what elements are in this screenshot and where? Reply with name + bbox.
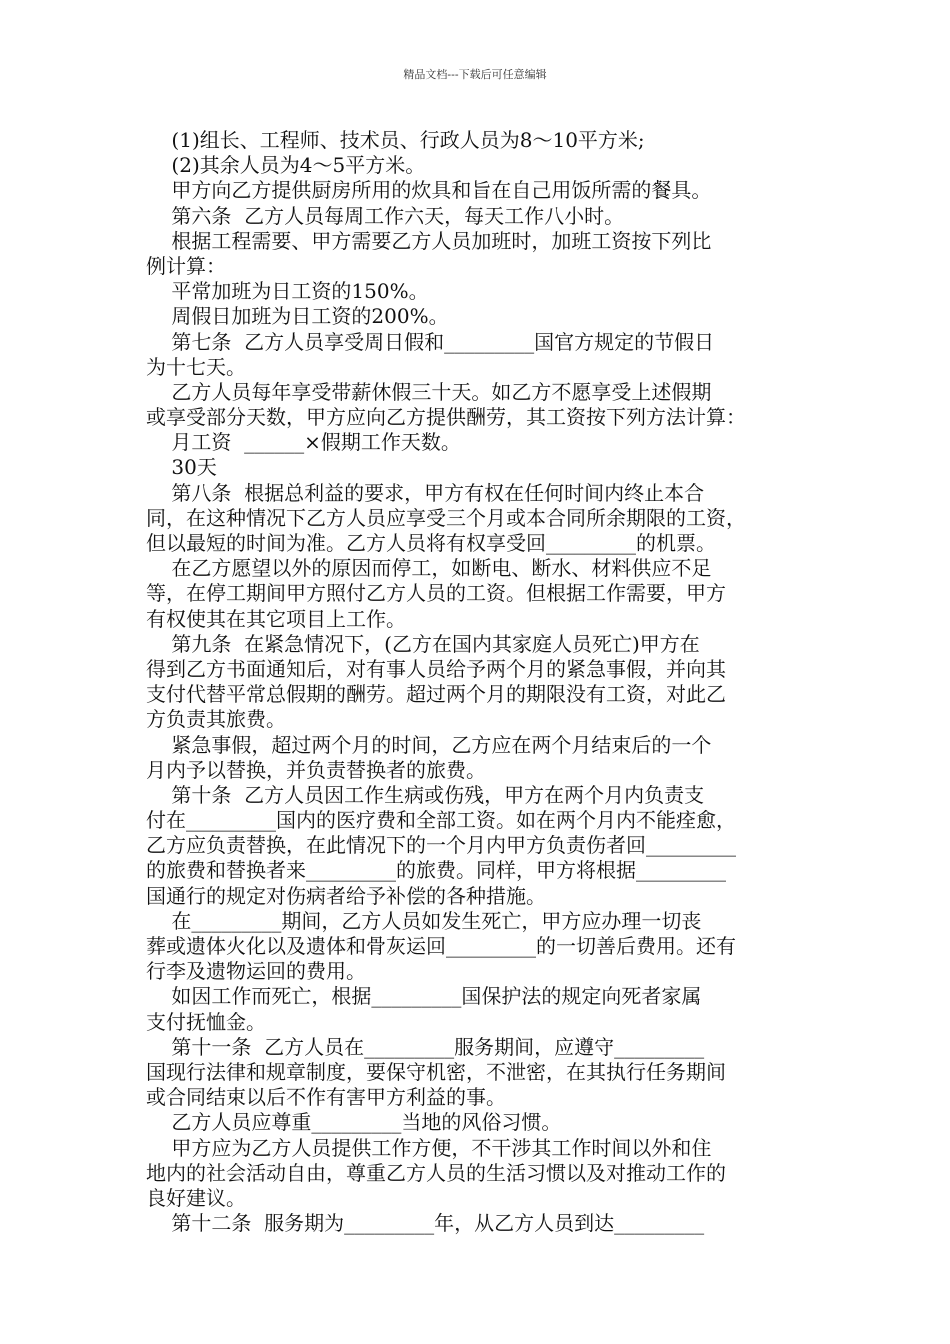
text-line: 第六条 乙方人员每周工作六天，每天工作八小时。 xyxy=(146,203,625,228)
text-line: 紧急事假，超过两个月的时间，乙方应在两个月结束后的一个 xyxy=(146,732,712,757)
text-line: 有权使其在其它项目上工作。 xyxy=(146,606,406,631)
text-line: 乙方应负责替换，在此情况下的一个月内甲方负责伤者回_________ xyxy=(146,833,736,858)
text-line: 30天 xyxy=(146,455,217,480)
text-line: 第九条 在紧急情况下，(乙方在国内其家庭人员死亡)甲方在 xyxy=(146,631,700,656)
text-line: 第十一条 乙方人员在_________服务期间，应遵守_________ xyxy=(146,1034,705,1059)
text-line: 例计算： xyxy=(146,253,226,278)
text-line: 第十条 乙方人员因工作生病或伤残，甲方在两个月内负责支 xyxy=(146,782,705,807)
text-line: 国通行的规定对伤病者给予补偿的各种措施。 xyxy=(146,883,546,908)
text-line: 得到乙方书面通知后，对有事人员给予两个月的紧急事假，并向其 xyxy=(146,656,726,681)
text-line: 平常加班为日工资的150%。 xyxy=(146,279,429,304)
text-line: 但以最短的时间为准。乙方人员将有权享受回_________的机票。 xyxy=(146,531,716,555)
text-line: 第八条 根据总利益的要求，甲方有权在任何时间内终止本合 xyxy=(146,480,705,505)
text-line: (1)组长、工程师、技术员、行政人员为8～10平方米; xyxy=(146,128,645,152)
text-line: 地内的社会活动自由，尊重乙方人员的生活习惯以及对推动工作的 xyxy=(146,1160,726,1185)
text-line: 甲方应为乙方人员提供工作方便，不干涉其工作时间以外和住 xyxy=(146,1135,712,1160)
text-line: 良好建议。 xyxy=(146,1185,246,1210)
text-line: 支付抚恤金。 xyxy=(146,1009,266,1034)
text-line: 乙方人员应尊重_________当地的风俗习惯。 xyxy=(146,1110,562,1135)
text-line: (2)其余人员为4～5平方米。 xyxy=(146,153,426,178)
text-line: 乙方人员每年享受带薪休假三十天。如乙方不愿享受上述假期 xyxy=(146,379,712,404)
text-line: 根据工程需要、甲方需要乙方人员加班时，加班工资按下列比 xyxy=(146,228,712,253)
text-line: 的旅费和替换者来_________的旅费。同样，甲方将根据_________ xyxy=(146,858,726,883)
text-line: 甲方向乙方提供厨房所用的炊具和旨在自己用饭所需的餐具。 xyxy=(146,178,712,203)
text-line: 支付代替平常总假期的酬劳。超过两个月的期限没有工资，对此乙 xyxy=(146,682,726,707)
text-line: 为十七天。 xyxy=(146,354,246,379)
text-line: 月工资 ______×假期工作天数。 xyxy=(146,430,461,455)
text-line: 第七条 乙方人员享受周日假和_________国官方规定的节假日 xyxy=(146,329,715,354)
page-header: 精品文档---下载后可任意编辑 xyxy=(403,68,547,81)
text-line: 在乙方愿望以外的原因而停工，如断电、断水、材料供应不足 xyxy=(146,556,712,581)
text-line: 或合同结束以后不作有害甲方利益的事。 xyxy=(146,1085,506,1110)
text-line: 国现行法律和规章制度，要保守机密，不泄密，在其执行任务期间 xyxy=(146,1059,726,1084)
text-line: 同，在这种情况下乙方人员应享受三个月或本合同所余期限的工资， xyxy=(146,505,746,530)
text-line: 在_________期间，乙方人员如发生死亡，甲方应办理一切丧 xyxy=(146,908,702,933)
text-line: 行李及遗物运回的费用。 xyxy=(146,959,366,984)
text-line: 等，在停工期间甲方照付乙方人员的工资。但根据工作需要，甲方 xyxy=(146,581,726,606)
text-line: 月内予以替换，并负责替换者的旅费。 xyxy=(146,757,486,782)
text-line: 葬或遗体火化以及遗体和骨灰运回_________的一切善后费用。还有 xyxy=(146,934,736,958)
text-line: 周假日加班为日工资的200%。 xyxy=(146,304,449,329)
text-line: 方负责其旅费。 xyxy=(146,707,286,732)
text-line: 或享受部分天数，甲方应向乙方提供酬劳，其工资按下列方法计算： xyxy=(146,405,746,430)
document-body xyxy=(146,128,808,1236)
text-line: 付在_________国内的医疗费和全部工资。如在两个月内不能痊愈， xyxy=(146,808,736,833)
text-line: 第十二条 服务期为_________年，从乙方人员到达_________ xyxy=(146,1211,705,1236)
text-line: 如因工作而死亡，根据_________国保护法的规定向死者家属 xyxy=(146,984,702,1009)
